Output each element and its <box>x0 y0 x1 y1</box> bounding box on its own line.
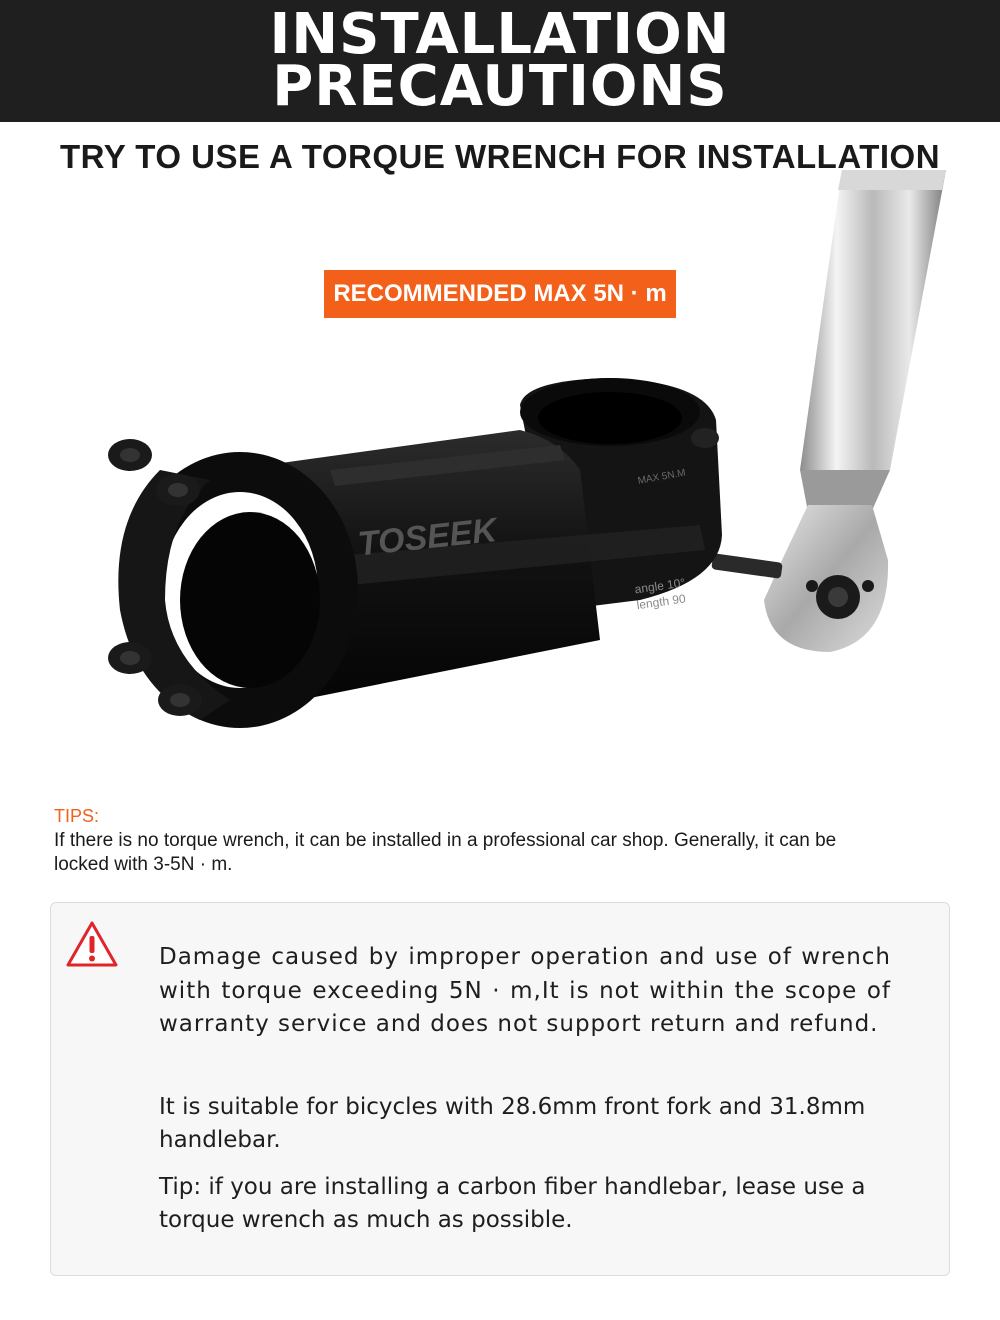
spec-length: length 90 <box>635 591 687 613</box>
tips-body <box>54 829 954 877</box>
tips-line-2: locked with 3-5N · m. <box>54 854 233 875</box>
subtitle: TRY TO USE A TORQUE WRENCH FOR INSTALLATION <box>59 138 941 175</box>
warranty-warning-text: Damage caused by improper operation and use of wrench with torque exceeding 5N · m,It is not within the scope of warranty service and does not support return and refund. <box>159 944 891 1037</box>
recommended-torque-badge: RECOMMENDED MAX 5N · m <box>324 270 676 318</box>
stem-with-torque-wrench-illustration <box>0 165 1000 785</box>
tips-heading: TIPS: <box>54 806 100 826</box>
tips-line-1: If there is no torque wrench, it can be installed in a professional car shop. Generally, it can be <box>54 830 837 851</box>
compatibility-text: It is suitable for bicycles with 28.6mm front fork and 31.8mm handlebar. <box>159 1094 866 1153</box>
warning-triangle-icon <box>65 919 119 969</box>
bicycle-stem <box>108 378 722 728</box>
torque-wrench <box>711 170 946 652</box>
carbon-handlebar-tip: Tip: if you are installing a carbon fiber handlebar, lease use a torque wrench as much as possible. <box>159 1174 866 1233</box>
spec-angle: angle 10° <box>633 575 687 597</box>
warning-notice-box <box>50 902 950 1276</box>
header-banner <box>0 0 1000 122</box>
page-title-line1: INSTALLATION <box>269 2 731 67</box>
brand-mark: TOSEEK <box>356 511 499 564</box>
clamp-torque-mark: MAX 5N.M <box>636 467 687 487</box>
page-title-line2: PRECAUTIONS <box>272 54 728 119</box>
